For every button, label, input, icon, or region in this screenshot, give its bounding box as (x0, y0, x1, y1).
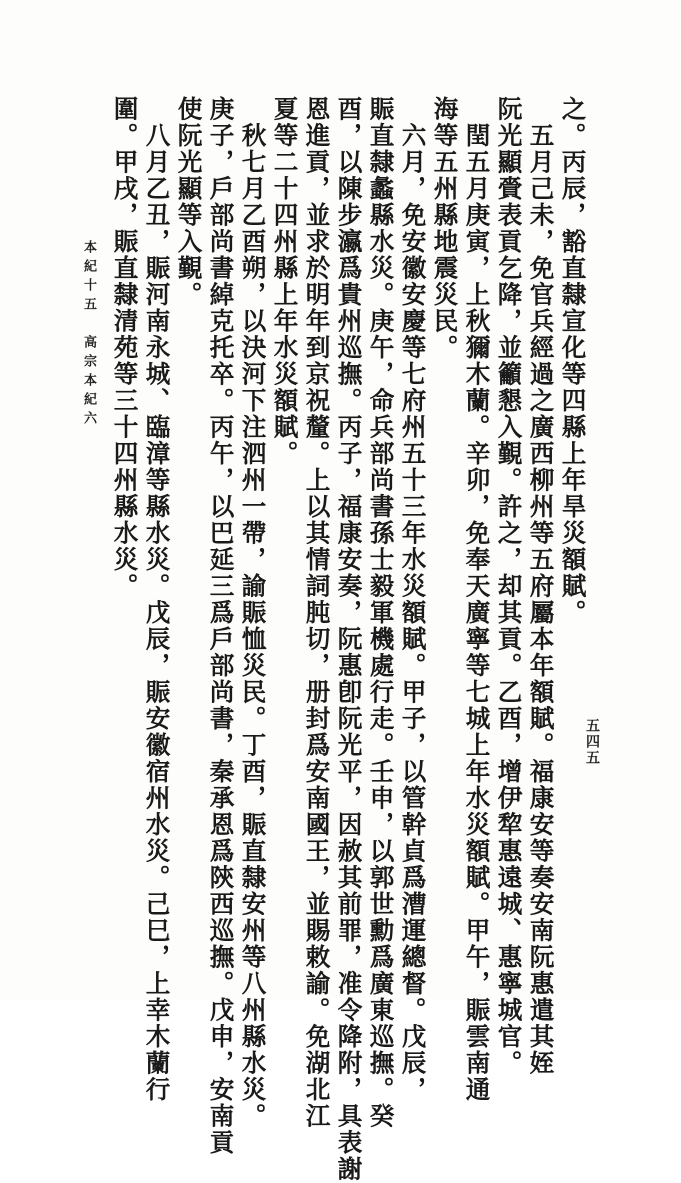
book-title: 本紀十五 高宗本紀六 (81, 240, 96, 430)
text-column-2: 五月己未，免官兵經過之廣西柳州等五府屬本年額賦。福康安等奏安南阮惠遣其姪 (526, 96, 556, 1077)
page-number: 五四五 (584, 718, 600, 766)
text-column-11: 秋七月乙酉朔，以決河下注泗州一帶，諭賑恤災民。丁酉，賑直隸安州等八州縣水災。 (238, 96, 268, 1130)
text-column-10: 夏等二十四州縣上年水災額賦。 (270, 96, 300, 467)
text-column-3: 阮光顯賫表貢乞降，並籲懇入覲。許之，却其貢。乙酉，增伊犂惠遠城、惠寧城官。 (494, 96, 524, 1077)
text-column-6: 六月，免安徽安慶等七府州五十三年水災額賦。甲子，以管幹貞爲漕運總督。戊辰， (398, 96, 428, 1103)
text-column-5: 海等五州縣地震災民。 (430, 96, 460, 361)
text-column-13: 使阮光顯等入覲。 (174, 96, 204, 308)
text-column-4: 閏五月庚寅，上秋獮木蘭。辛卯，免奉天廣寧等七城上年水災額賦。甲午，賑雲南通 (462, 96, 492, 1103)
text-column-15: 圍。甲戌，賑直隸清苑等三十四州縣水災。 (110, 96, 140, 600)
text-column-14: 八月乙丑，賑河南永城、臨漳等縣水災。戊辰，賑安徽宿州水災。己巳，上幸木蘭行 (142, 96, 172, 1103)
text-column-8: 酉，以陳步瀛爲貴州巡撫。丙子，福康安奏，阮惠卽阮光平，因赦其前罪，准令降附，具表謝 (334, 96, 364, 1183)
text-column-1: 之。丙辰，豁直隸宣化等四縣上年旱災額賦。 (558, 96, 588, 626)
text-column-12: 庚子，戶部尚書綽克托卒。丙午，以巴延三爲戶部尚書，秦承恩爲陝西巡撫。戊申，安南貢 (206, 96, 236, 1156)
text-column-7: 賑直隸蠡縣水災。庚午，命兵部尚書孫士毅軍機處行走。壬申，以郭世勳爲廣東巡撫。癸 (366, 96, 396, 1130)
text-column-9: 恩進貢，並求於明年到京祝釐。上以其情詞肫切，册封爲安南國王，並賜敕諭。免湖北江 (302, 96, 332, 1130)
